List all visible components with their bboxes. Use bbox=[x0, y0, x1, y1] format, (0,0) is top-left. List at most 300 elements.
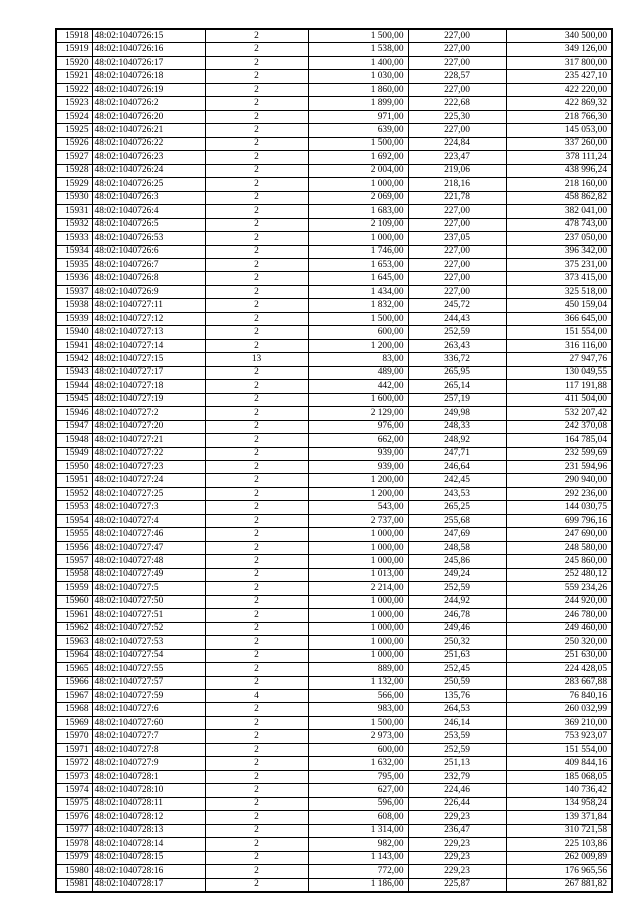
cadastral-value-cell: 283 667,88 bbox=[506, 676, 612, 689]
row-number-cell: 15922 bbox=[56, 83, 92, 96]
cadastral-number-cell: 48:02:1040726:8 bbox=[92, 272, 205, 285]
row-number-cell: 15921 bbox=[56, 70, 92, 83]
unit-price-cell: 249,46 bbox=[408, 622, 506, 635]
category-code-cell: 2 bbox=[205, 393, 308, 406]
unit-price-cell: 242,45 bbox=[408, 474, 506, 487]
cadastral-number-cell: 48:02:1040726:22 bbox=[92, 137, 205, 150]
row-number-cell: 15952 bbox=[56, 487, 92, 500]
table-row bbox=[56, 191, 612, 204]
row-number-cell: 15926 bbox=[56, 137, 92, 150]
cadastral-number-cell: 48:02:1040727:60 bbox=[92, 716, 205, 729]
cadastral-number-cell: 48:02:1040727:7 bbox=[92, 730, 205, 743]
cadastral-number-cell: 48:02:1040727:24 bbox=[92, 474, 205, 487]
area-cell: 1 692,00 bbox=[308, 151, 408, 164]
unit-price-cell: 251,13 bbox=[408, 757, 506, 770]
area-cell: 1 683,00 bbox=[308, 205, 408, 218]
cadastral-number-cell: 48:02:1040726:6 bbox=[92, 245, 205, 258]
area-cell: 1 200,00 bbox=[308, 487, 408, 500]
cadastral-value-cell: 218 766,30 bbox=[506, 110, 612, 123]
table-body bbox=[56, 29, 612, 892]
row-number-cell: 15948 bbox=[56, 434, 92, 447]
cadastral-number-cell: 48:02:1040728:14 bbox=[92, 838, 205, 851]
area-cell: 1 434,00 bbox=[308, 285, 408, 298]
cadastral-number-cell: 48:02:1040727:46 bbox=[92, 528, 205, 541]
area-cell: 1 653,00 bbox=[308, 258, 408, 271]
cadastral-number-cell: 48:02:1040727:57 bbox=[92, 676, 205, 689]
category-code-cell: 2 bbox=[205, 218, 308, 231]
unit-price-cell: 232,79 bbox=[408, 770, 506, 783]
category-code-cell: 2 bbox=[205, 178, 308, 191]
unit-price-cell: 243,53 bbox=[408, 487, 506, 500]
table-row bbox=[56, 582, 612, 595]
cadastral-value-cell: 478 743,00 bbox=[506, 218, 612, 231]
area-cell: 1 200,00 bbox=[308, 339, 408, 352]
row-number-cell: 15941 bbox=[56, 339, 92, 352]
cadastral-number-cell: 48:02:1040727:25 bbox=[92, 487, 205, 500]
cadastral-value-cell: 248 580,00 bbox=[506, 541, 612, 554]
cadastral-value-cell: 699 796,16 bbox=[506, 514, 612, 527]
row-number-cell: 15940 bbox=[56, 326, 92, 339]
table-row bbox=[56, 703, 612, 716]
cadastral-value-cell: 292 236,00 bbox=[506, 487, 612, 500]
cadastral-number-cell: 48:02:1040727:59 bbox=[92, 689, 205, 702]
unit-price-cell: 229,23 bbox=[408, 838, 506, 851]
cadastral-number-cell: 48:02:1040727:2 bbox=[92, 407, 205, 420]
cadastral-number-cell: 48:02:1040728:10 bbox=[92, 784, 205, 797]
area-cell: 939,00 bbox=[308, 461, 408, 474]
cadastral-value-cell: 242 370,08 bbox=[506, 420, 612, 433]
row-number-cell: 15929 bbox=[56, 178, 92, 191]
cadastral-number-cell: 48:02:1040728:17 bbox=[92, 878, 205, 892]
category-code-cell: 2 bbox=[205, 770, 308, 783]
cadastral-number-cell: 48:02:1040727:14 bbox=[92, 339, 205, 352]
unit-price-cell: 227,00 bbox=[408, 124, 506, 137]
area-cell: 442,00 bbox=[308, 380, 408, 393]
area-cell: 1 000,00 bbox=[308, 555, 408, 568]
unit-price-cell: 227,00 bbox=[408, 218, 506, 231]
area-cell: 1 186,00 bbox=[308, 878, 408, 892]
area-cell: 1 645,00 bbox=[308, 272, 408, 285]
category-code-cell: 2 bbox=[205, 434, 308, 447]
row-number-cell: 15969 bbox=[56, 716, 92, 729]
category-code-cell: 2 bbox=[205, 299, 308, 312]
area-cell: 489,00 bbox=[308, 366, 408, 379]
area-cell: 1 600,00 bbox=[308, 393, 408, 406]
area-cell: 1 030,00 bbox=[308, 70, 408, 83]
table-row bbox=[56, 97, 612, 110]
cadastral-number-cell: 48:02:1040727:19 bbox=[92, 393, 205, 406]
cadastral-value-cell: 151 554,00 bbox=[506, 743, 612, 756]
cadastral-value-cell: 251 630,00 bbox=[506, 649, 612, 662]
category-code-cell: 2 bbox=[205, 609, 308, 622]
cadastral-number-cell: 48:02:1040727:55 bbox=[92, 663, 205, 676]
table-row bbox=[56, 29, 612, 43]
cadastral-value-cell: 139 371,84 bbox=[506, 811, 612, 824]
unit-price-cell: 244,43 bbox=[408, 312, 506, 325]
area-cell: 1 000,00 bbox=[308, 528, 408, 541]
table-row bbox=[56, 393, 612, 406]
category-code-cell: 2 bbox=[205, 582, 308, 595]
area-cell: 795,00 bbox=[308, 770, 408, 783]
cadastral-value-cell: 145 053,00 bbox=[506, 124, 612, 137]
cadastral-value-table bbox=[55, 28, 613, 893]
cadastral-value-cell: 144 030,75 bbox=[506, 501, 612, 514]
table-row bbox=[56, 838, 612, 851]
row-number-cell: 15976 bbox=[56, 811, 92, 824]
unit-price-cell: 244,92 bbox=[408, 595, 506, 608]
area-cell: 1 143,00 bbox=[308, 851, 408, 864]
cadastral-value-cell: 262 009,89 bbox=[506, 851, 612, 864]
row-number-cell: 15958 bbox=[56, 568, 92, 581]
unit-price-cell: 227,00 bbox=[408, 245, 506, 258]
category-code-cell: 2 bbox=[205, 851, 308, 864]
area-cell: 662,00 bbox=[308, 434, 408, 447]
cadastral-number-cell: 48:02:1040727:50 bbox=[92, 595, 205, 608]
cadastral-value-cell: 559 234,26 bbox=[506, 582, 612, 595]
table-row bbox=[56, 514, 612, 527]
unit-price-cell: 251,63 bbox=[408, 649, 506, 662]
area-cell: 2 069,00 bbox=[308, 191, 408, 204]
row-number-cell: 15975 bbox=[56, 797, 92, 810]
area-cell: 543,00 bbox=[308, 501, 408, 514]
cadastral-value-cell: 185 068,05 bbox=[506, 770, 612, 783]
unit-price-cell: 245,72 bbox=[408, 299, 506, 312]
row-number-cell: 15957 bbox=[56, 555, 92, 568]
cadastral-number-cell: 48:02:1040727:9 bbox=[92, 757, 205, 770]
area-cell: 1 200,00 bbox=[308, 474, 408, 487]
cadastral-number-cell: 48:02:1040726:15 bbox=[92, 29, 205, 43]
category-code-cell: 4 bbox=[205, 689, 308, 702]
table-row bbox=[56, 110, 612, 123]
cadastral-number-cell: 48:02:1040727:4 bbox=[92, 514, 205, 527]
cadastral-number-cell: 48:02:1040727:20 bbox=[92, 420, 205, 433]
cadastral-number-cell: 48:02:1040728:13 bbox=[92, 824, 205, 837]
table-row bbox=[56, 568, 612, 581]
table-row bbox=[56, 245, 612, 258]
row-number-cell: 15933 bbox=[56, 232, 92, 245]
row-number-cell: 15943 bbox=[56, 366, 92, 379]
area-cell: 976,00 bbox=[308, 420, 408, 433]
cadastral-number-cell: 48:02:1040727:49 bbox=[92, 568, 205, 581]
unit-price-cell: 229,23 bbox=[408, 851, 506, 864]
unit-price-cell: 226,44 bbox=[408, 797, 506, 810]
cadastral-value-cell: 250 320,00 bbox=[506, 636, 612, 649]
row-number-cell: 15934 bbox=[56, 245, 92, 258]
cadastral-number-cell: 48:02:1040726:21 bbox=[92, 124, 205, 137]
area-cell: 1 013,00 bbox=[308, 568, 408, 581]
area-cell: 1 500,00 bbox=[308, 29, 408, 43]
area-cell: 600,00 bbox=[308, 326, 408, 339]
cadastral-value-cell: 382 041,00 bbox=[506, 205, 612, 218]
cadastral-value-cell: 340 500,00 bbox=[506, 29, 612, 43]
cadastral-number-cell: 48:02:1040728:16 bbox=[92, 865, 205, 878]
area-cell: 1 746,00 bbox=[308, 245, 408, 258]
cadastral-value-cell: 27 947,76 bbox=[506, 353, 612, 366]
table-row bbox=[56, 447, 612, 460]
unit-price-cell: 225,87 bbox=[408, 878, 506, 892]
category-code-cell: 2 bbox=[205, 838, 308, 851]
area-cell: 600,00 bbox=[308, 743, 408, 756]
row-number-cell: 15959 bbox=[56, 582, 92, 595]
category-code-cell: 2 bbox=[205, 366, 308, 379]
area-cell: 983,00 bbox=[308, 703, 408, 716]
unit-price-cell: 249,98 bbox=[408, 407, 506, 420]
table-row bbox=[56, 865, 612, 878]
cadastral-value-cell: 237 050,00 bbox=[506, 232, 612, 245]
cadastral-number-cell: 48:02:1040726:18 bbox=[92, 70, 205, 83]
row-number-cell: 15939 bbox=[56, 312, 92, 325]
table-row bbox=[56, 797, 612, 810]
cadastral-number-cell: 48:02:1040727:6 bbox=[92, 703, 205, 716]
area-cell: 639,00 bbox=[308, 124, 408, 137]
cadastral-number-cell: 48:02:1040727:8 bbox=[92, 743, 205, 756]
unit-price-cell: 248,58 bbox=[408, 541, 506, 554]
area-cell: 1 000,00 bbox=[308, 541, 408, 554]
table-row bbox=[56, 689, 612, 702]
table-row bbox=[56, 70, 612, 83]
area-cell: 2 737,00 bbox=[308, 514, 408, 527]
cadastral-number-cell: 48:02:1040727:23 bbox=[92, 461, 205, 474]
table-row bbox=[56, 83, 612, 96]
row-number-cell: 15947 bbox=[56, 420, 92, 433]
table-row bbox=[56, 487, 612, 500]
row-number-cell: 15967 bbox=[56, 689, 92, 702]
table-row bbox=[56, 784, 612, 797]
category-code-cell: 2 bbox=[205, 83, 308, 96]
category-code-cell: 2 bbox=[205, 245, 308, 258]
unit-price-cell: 218,16 bbox=[408, 178, 506, 191]
row-number-cell: 15979 bbox=[56, 851, 92, 864]
row-number-cell: 15936 bbox=[56, 272, 92, 285]
cadastral-value-cell: 310 721,58 bbox=[506, 824, 612, 837]
category-code-cell: 2 bbox=[205, 541, 308, 554]
cadastral-value-cell: 76 840,16 bbox=[506, 689, 612, 702]
table-row bbox=[56, 609, 612, 622]
cadastral-value-cell: 244 920,00 bbox=[506, 595, 612, 608]
category-code-cell: 2 bbox=[205, 784, 308, 797]
unit-price-cell: 229,23 bbox=[408, 865, 506, 878]
row-number-cell: 15981 bbox=[56, 878, 92, 892]
cadastral-value-cell: 232 599,69 bbox=[506, 447, 612, 460]
table-row bbox=[56, 541, 612, 554]
category-code-cell: 2 bbox=[205, 191, 308, 204]
cadastral-value-cell: 246 780,00 bbox=[506, 609, 612, 622]
area-cell: 939,00 bbox=[308, 447, 408, 460]
cadastral-number-cell: 48:02:1040726:3 bbox=[92, 191, 205, 204]
category-code-cell: 2 bbox=[205, 447, 308, 460]
table-row bbox=[56, 757, 612, 770]
cadastral-number-cell: 48:02:1040726:2 bbox=[92, 97, 205, 110]
category-code-cell: 2 bbox=[205, 420, 308, 433]
table-row bbox=[56, 622, 612, 635]
category-code-cell: 2 bbox=[205, 137, 308, 150]
category-code-cell: 2 bbox=[205, 43, 308, 56]
category-code-cell: 2 bbox=[205, 205, 308, 218]
cadastral-number-cell: 48:02:1040727:17 bbox=[92, 366, 205, 379]
category-code-cell: 2 bbox=[205, 272, 308, 285]
category-code-cell: 2 bbox=[205, 258, 308, 271]
cadastral-number-cell: 48:02:1040727:52 bbox=[92, 622, 205, 635]
category-code-cell: 2 bbox=[205, 649, 308, 662]
table-row bbox=[56, 205, 612, 218]
cadastral-value-cell: 218 160,00 bbox=[506, 178, 612, 191]
cadastral-value-cell: 164 785,04 bbox=[506, 434, 612, 447]
category-code-cell: 2 bbox=[205, 622, 308, 635]
cadastral-value-cell: 134 958,24 bbox=[506, 797, 612, 810]
category-code-cell: 2 bbox=[205, 824, 308, 837]
cadastral-value-cell: 349 126,00 bbox=[506, 43, 612, 56]
table-row bbox=[56, 164, 612, 177]
area-cell: 1 860,00 bbox=[308, 83, 408, 96]
cadastral-value-cell: 235 427,10 bbox=[506, 70, 612, 83]
unit-price-cell: 245,86 bbox=[408, 555, 506, 568]
unit-price-cell: 248,92 bbox=[408, 434, 506, 447]
unit-price-cell: 255,68 bbox=[408, 514, 506, 527]
area-cell: 1 538,00 bbox=[308, 43, 408, 56]
row-number-cell: 15965 bbox=[56, 663, 92, 676]
category-code-cell: 2 bbox=[205, 514, 308, 527]
cadastral-value-cell: 247 690,00 bbox=[506, 528, 612, 541]
unit-price-cell: 227,00 bbox=[408, 205, 506, 218]
row-number-cell: 15924 bbox=[56, 110, 92, 123]
table-row bbox=[56, 285, 612, 298]
table-row bbox=[56, 151, 612, 164]
table-row bbox=[56, 555, 612, 568]
cadastral-value-cell: 422 220,00 bbox=[506, 83, 612, 96]
cadastral-value-cell: 225 103,86 bbox=[506, 838, 612, 851]
row-number-cell: 15974 bbox=[56, 784, 92, 797]
category-code-cell: 2 bbox=[205, 461, 308, 474]
unit-price-cell: 228,57 bbox=[408, 70, 506, 83]
area-cell: 2 973,00 bbox=[308, 730, 408, 743]
table-row bbox=[56, 312, 612, 325]
table-row bbox=[56, 434, 612, 447]
area-cell: 1 000,00 bbox=[308, 609, 408, 622]
cadastral-value-cell: 260 032,99 bbox=[506, 703, 612, 716]
table-row bbox=[56, 407, 612, 420]
cadastral-value-cell: 378 111,24 bbox=[506, 151, 612, 164]
cadastral-number-cell: 48:02:1040727:47 bbox=[92, 541, 205, 554]
unit-price-cell: 227,00 bbox=[408, 29, 506, 43]
unit-price-cell: 249,24 bbox=[408, 568, 506, 581]
area-cell: 889,00 bbox=[308, 663, 408, 676]
cadastral-value-cell: 532 207,42 bbox=[506, 407, 612, 420]
area-cell: 2 004,00 bbox=[308, 164, 408, 177]
unit-price-cell: 257,19 bbox=[408, 393, 506, 406]
cadastral-value-cell: 458 862,82 bbox=[506, 191, 612, 204]
category-code-cell: 2 bbox=[205, 797, 308, 810]
cadastral-value-cell: 369 210,00 bbox=[506, 716, 612, 729]
category-code-cell: 2 bbox=[205, 474, 308, 487]
category-code-cell: 2 bbox=[205, 151, 308, 164]
category-code-cell: 2 bbox=[205, 110, 308, 123]
row-number-cell: 15949 bbox=[56, 447, 92, 460]
unit-price-cell: 248,33 bbox=[408, 420, 506, 433]
cadastral-number-cell: 48:02:1040727:15 bbox=[92, 353, 205, 366]
row-number-cell: 15971 bbox=[56, 743, 92, 756]
unit-price-cell: 227,00 bbox=[408, 285, 506, 298]
table-row bbox=[56, 232, 612, 245]
category-code-cell: 2 bbox=[205, 124, 308, 137]
cadastral-number-cell: 48:02:1040728:11 bbox=[92, 797, 205, 810]
row-number-cell: 15932 bbox=[56, 218, 92, 231]
area-cell: 1 400,00 bbox=[308, 56, 408, 69]
table-row bbox=[56, 326, 612, 339]
unit-price-cell: 250,59 bbox=[408, 676, 506, 689]
category-code-cell: 2 bbox=[205, 285, 308, 298]
cadastral-number-cell: 48:02:1040727:18 bbox=[92, 380, 205, 393]
area-cell: 2 129,00 bbox=[308, 407, 408, 420]
area-cell: 1 000,00 bbox=[308, 178, 408, 191]
table-row bbox=[56, 878, 612, 892]
cadastral-value-cell: 224 428,05 bbox=[506, 663, 612, 676]
unit-price-cell: 227,00 bbox=[408, 272, 506, 285]
category-code-cell: 2 bbox=[205, 811, 308, 824]
cadastral-value-cell: 267 881,82 bbox=[506, 878, 612, 892]
category-code-cell: 2 bbox=[205, 703, 308, 716]
row-number-cell: 15923 bbox=[56, 97, 92, 110]
table-row bbox=[56, 501, 612, 514]
category-code-cell: 2 bbox=[205, 164, 308, 177]
unit-price-cell: 252,59 bbox=[408, 326, 506, 339]
unit-price-cell: 224,84 bbox=[408, 137, 506, 150]
row-number-cell: 15963 bbox=[56, 636, 92, 649]
unit-price-cell: 237,05 bbox=[408, 232, 506, 245]
unit-price-cell: 247,71 bbox=[408, 447, 506, 460]
cadastral-value-cell: 316 116,00 bbox=[506, 339, 612, 352]
row-number-cell: 15918 bbox=[56, 29, 92, 43]
table-row bbox=[56, 663, 612, 676]
unit-price-cell: 227,00 bbox=[408, 83, 506, 96]
unit-price-cell: 229,23 bbox=[408, 811, 506, 824]
cadastral-value-cell: 130 049,55 bbox=[506, 366, 612, 379]
cadastral-number-cell: 48:02:1040726:16 bbox=[92, 43, 205, 56]
category-code-cell: 2 bbox=[205, 663, 308, 676]
area-cell: 971,00 bbox=[308, 110, 408, 123]
row-number-cell: 15942 bbox=[56, 353, 92, 366]
area-cell: 1 132,00 bbox=[308, 676, 408, 689]
category-code-cell: 2 bbox=[205, 326, 308, 339]
category-code-cell: 2 bbox=[205, 757, 308, 770]
table-row bbox=[56, 730, 612, 743]
cadastral-value-cell: 337 260,00 bbox=[506, 137, 612, 150]
table-row bbox=[56, 178, 612, 191]
cadastral-number-cell: 48:02:1040726:17 bbox=[92, 56, 205, 69]
row-number-cell: 15935 bbox=[56, 258, 92, 271]
row-number-cell: 15925 bbox=[56, 124, 92, 137]
category-code-cell: 2 bbox=[205, 70, 308, 83]
unit-price-cell: 246,78 bbox=[408, 609, 506, 622]
category-code-cell: 2 bbox=[205, 232, 308, 245]
row-number-cell: 15978 bbox=[56, 838, 92, 851]
category-code-cell: 2 bbox=[205, 568, 308, 581]
cadastral-value-cell: 317 800,00 bbox=[506, 56, 612, 69]
table-row bbox=[56, 137, 612, 150]
area-cell: 1 000,00 bbox=[308, 595, 408, 608]
area-cell: 1 632,00 bbox=[308, 757, 408, 770]
row-number-cell: 15953 bbox=[56, 501, 92, 514]
row-number-cell: 15930 bbox=[56, 191, 92, 204]
table-row bbox=[56, 811, 612, 824]
cadastral-number-cell: 48:02:1040726:4 bbox=[92, 205, 205, 218]
cadastral-value-cell: 151 554,00 bbox=[506, 326, 612, 339]
unit-price-cell: 227,00 bbox=[408, 258, 506, 271]
area-cell: 1 832,00 bbox=[308, 299, 408, 312]
cadastral-value-cell: 140 736,42 bbox=[506, 784, 612, 797]
category-code-cell: 2 bbox=[205, 97, 308, 110]
category-code-cell: 2 bbox=[205, 595, 308, 608]
category-code-cell: 2 bbox=[205, 865, 308, 878]
